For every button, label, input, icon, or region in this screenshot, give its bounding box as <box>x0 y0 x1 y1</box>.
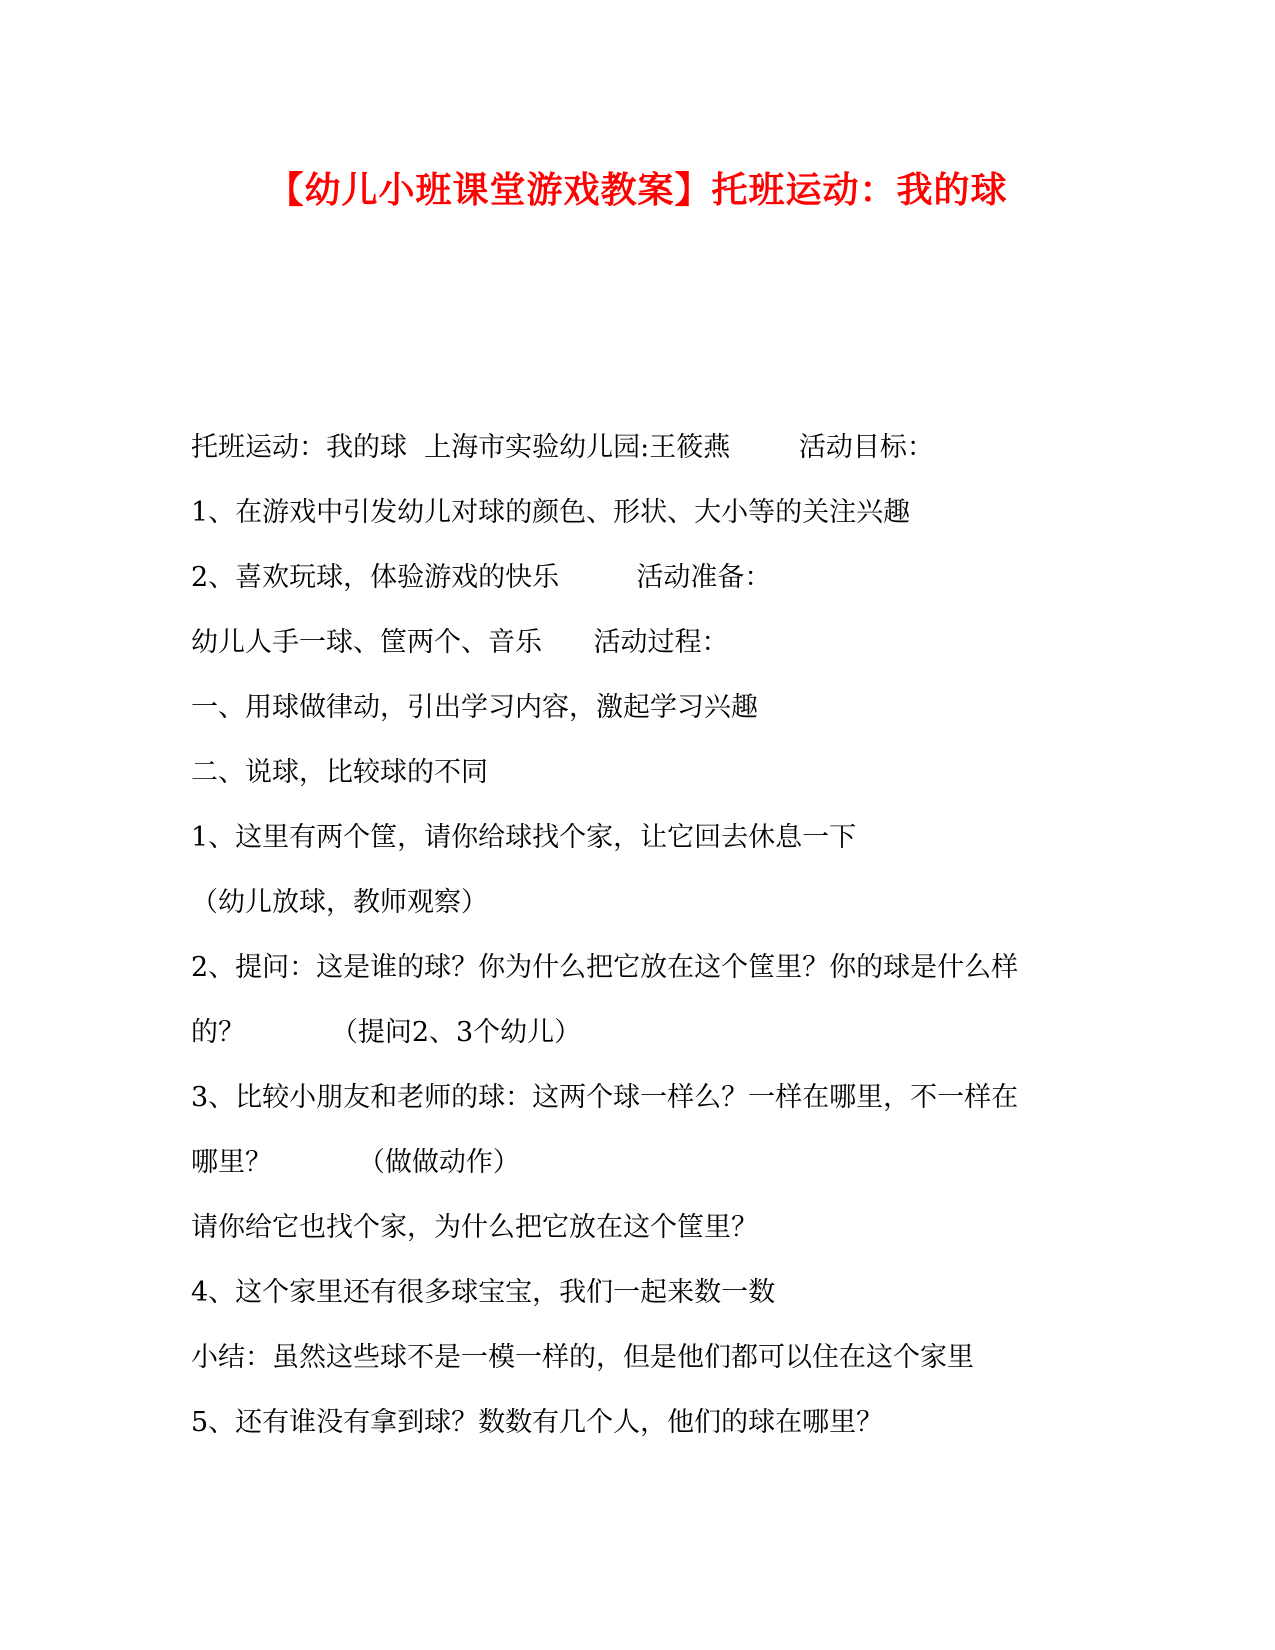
body-line: 一、用球做律动，引出学习内容，激起学习兴趣 <box>191 692 758 723</box>
body-line: 的？ （提问2、3个幼儿） <box>191 1017 582 1048</box>
body-line: 1、在游戏中引发幼儿对球的颜色、形状、大小等的关注兴趣 <box>191 497 911 528</box>
body-line: 幼儿人手一球、筐两个、音乐 活动过程： <box>191 627 729 658</box>
document-title: 【幼儿小班课堂游戏教案】托班运动：我的球 <box>267 169 1008 211</box>
body-line: 小结：虽然这些球不是一模一样的，但是他们都可以住在这个家里 <box>191 1342 974 1373</box>
body-line: 二、说球，比较球的不同 <box>191 757 488 788</box>
body-line: （幼儿放球，教师观察） <box>191 887 488 918</box>
body-line: 5、还有谁没有拿到球？数数有几个人，他们的球在哪里？ <box>191 1407 884 1438</box>
body-line: 托班运动：我的球 上海市实验幼儿园:王筱燕 活动目标： <box>191 432 934 463</box>
body-line: 请你给它也找个家，为什么把它放在这个筐里？ <box>191 1212 758 1243</box>
body-line: 哪里？ （做做动作） <box>191 1147 520 1178</box>
body-line: 2、提问：这是谁的球？你为什么把它放在这个筐里？你的球是什么样 <box>191 952 1019 983</box>
body-line: 3、比较小朋友和老师的球：这两个球一样么？一样在哪里，不一样在 <box>191 1082 1019 1113</box>
body-line: 1、这里有两个筐，请你给球找个家，让它回去休息一下 <box>191 822 857 853</box>
body-line: 4、这个家里还有很多球宝宝，我们一起来数一数 <box>191 1277 776 1308</box>
document-body <box>191 415 1081 1455</box>
body-line: 2、喜欢玩球，体验游戏的快乐 活动准备： <box>191 562 772 593</box>
